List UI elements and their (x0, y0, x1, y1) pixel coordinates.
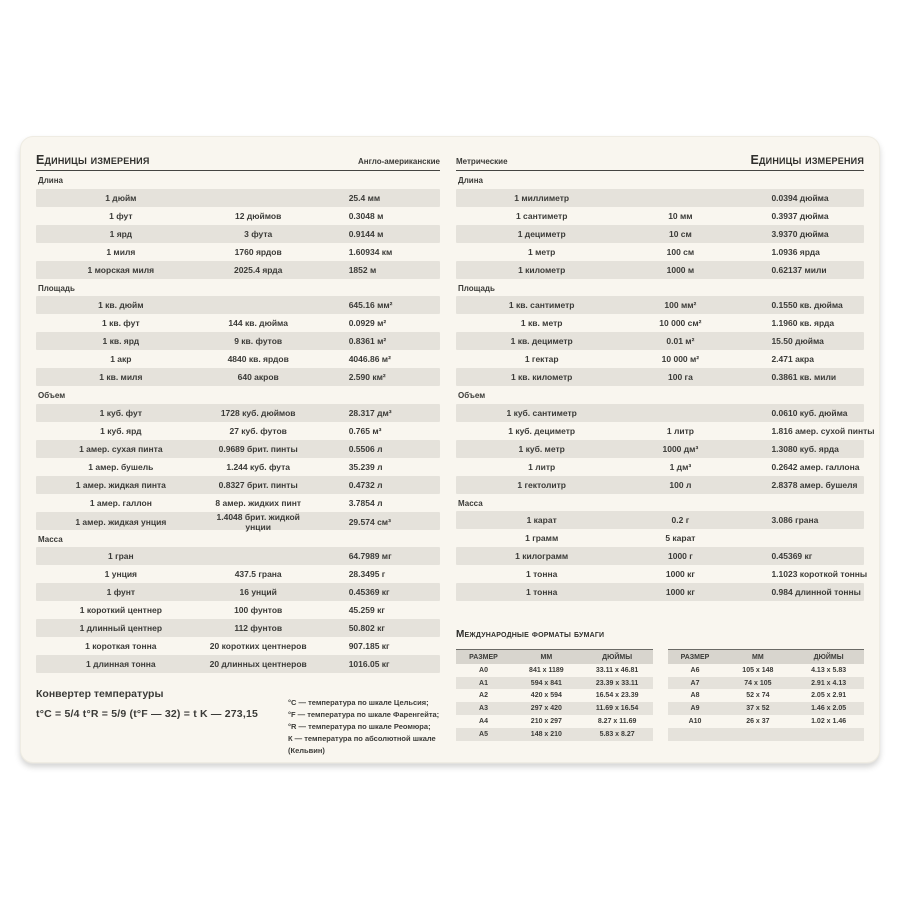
measure-row (456, 583, 864, 601)
paper-header-row (456, 650, 653, 664)
measure-row (36, 547, 440, 565)
size-cell: A5 (479, 730, 488, 738)
relation-cell: 8 амер. жидких пинт (215, 497, 301, 508)
unit-section (456, 391, 875, 494)
paper-size-row (668, 715, 865, 728)
value-cell: 25.4 мм (348, 192, 381, 203)
relation-cell: 1760 ярдов (234, 246, 282, 257)
unit-name-cell: 1 куб. метр (518, 443, 565, 454)
measure-row (36, 189, 440, 207)
inches-cell: 2.91 x 4.13 (811, 679, 847, 687)
unit-name-cell: 1 гран (107, 551, 134, 562)
unit-name-cell: 1 амер. жидкая унция (75, 516, 167, 527)
measure-row (36, 619, 440, 637)
measure-row (36, 332, 440, 350)
paper-size-row (456, 689, 653, 702)
value-cell: 0.0929 м² (348, 318, 387, 329)
relation-cell: 10 см (668, 228, 692, 239)
paper-table-a6-a10 (668, 649, 865, 740)
value-cell: 0.45369 кг (771, 551, 813, 562)
unit-name-cell: 1 грамм (525, 533, 559, 544)
value-cell: 1.1960 кв. ярда (771, 318, 835, 329)
unit-name-cell: 1 ярд (109, 228, 133, 239)
unit-name-cell: 1 кв. метр (520, 318, 563, 329)
anglo-american-label: Англо-американские (358, 157, 440, 166)
value-cell: 0.0610 куб. дюйма (771, 407, 848, 418)
planner-units-page (20, 136, 880, 763)
value-cell: 3.9370 дюйма (771, 228, 829, 239)
measure-row (456, 314, 864, 332)
value-cell: 28.3495 г (348, 569, 386, 580)
relation-cell: 4840 кв. ярдов (227, 354, 289, 365)
section-title: Объем (458, 391, 486, 401)
value-cell: 3.7854 л (348, 497, 383, 508)
right-column-header (456, 150, 864, 171)
size-cell: A1 (479, 679, 488, 687)
measure-row (36, 655, 440, 673)
mm-cell: 74 x 105 (744, 679, 772, 687)
unit-name-cell: 1 морская миля (87, 264, 155, 275)
unit-name-cell: 1 амер. жидкая пинта (75, 479, 166, 490)
temperature-notes (288, 697, 440, 757)
value-cell: 2.8378 амер. бушеля (771, 479, 858, 490)
relation-cell: 0.8327 брит. пинты (218, 479, 298, 490)
mm-cell: 297 x 420 (530, 705, 562, 713)
size-cell: A8 (690, 692, 700, 700)
unit-section (36, 284, 440, 387)
relation-cell: 100 см (666, 246, 695, 257)
unit-name-cell: 1 кв. дециметр (510, 336, 573, 347)
value-cell: 1.816 амер. сухой пинты (771, 425, 875, 436)
unit-section (36, 391, 440, 530)
unit-name-cell: 1 килограмм (515, 551, 569, 562)
unit-name-cell: 1 литр (528, 461, 556, 472)
temperature-note: °R — температура по шкале Реомюра; (288, 722, 431, 732)
value-cell: 2.471 акра (771, 354, 814, 365)
value-cell: 2.590 км² (348, 372, 386, 383)
measure-row (456, 261, 864, 279)
unit-section (456, 176, 864, 279)
measure-row (36, 637, 440, 655)
measure-row (456, 422, 875, 440)
anglo-american-tables (36, 171, 440, 673)
value-cell: 0.8361 м² (348, 336, 387, 347)
measure-row (456, 368, 864, 386)
unit-name-cell: 1 короткая тонна (85, 641, 157, 652)
inches-cell: 11.69 x 16.54 (595, 705, 639, 713)
size-cell: A7 (690, 679, 700, 687)
paper-table-a0-a5 (456, 649, 653, 740)
relation-cell: 1728 куб. дюймов (220, 407, 296, 418)
relation-cell: 100 мм² (664, 300, 697, 311)
measure-row (36, 583, 440, 601)
relation-cell: 1000 кг (665, 587, 695, 598)
value-cell: 35.239 л (348, 461, 383, 472)
measure-row (456, 547, 864, 565)
value-cell: 1852 м (348, 264, 377, 275)
value-cell: 45.259 кг (348, 605, 385, 616)
paper-size-row (668, 702, 865, 715)
unit-name-cell: 1 амер. галлон (89, 497, 152, 508)
relation-cell: 9 кв. футов (234, 336, 283, 347)
unit-name-cell: 1 кв. сантиметр (508, 300, 575, 311)
relation-cell: 3 фута (244, 228, 273, 239)
value-cell: 1.3080 куб. ярда (771, 443, 839, 454)
value-cell: 28.317 дм³ (348, 407, 392, 418)
relation-cell: 1000 кг (665, 569, 695, 580)
inches-cell: 8.27 x 11.69 (597, 717, 637, 725)
measure-row (36, 422, 440, 440)
unit-name-cell: 1 фунт (106, 587, 136, 598)
paper-size-row (456, 728, 653, 741)
value-cell: 3.086 грана (771, 515, 819, 526)
paper-size-row (668, 689, 865, 702)
measure-row (36, 261, 440, 279)
unit-name-cell: 1 дециметр (517, 228, 566, 239)
relation-cell: 1000 г (667, 551, 693, 562)
unit-section (36, 176, 440, 279)
unit-name-cell: 1 кв. километр (510, 372, 573, 383)
measure-row (456, 511, 864, 529)
mm-cell: 37 x 52 (746, 705, 770, 713)
inches-cell: 1.02 x 1.46 (811, 717, 847, 725)
relation-cell: 10 мм (668, 210, 693, 221)
value-cell: 4046.86 м² (348, 354, 391, 365)
value-cell: 0.4732 л (348, 479, 383, 490)
metric-label: Метрические (456, 157, 508, 166)
value-cell: 645.16 мм² (348, 300, 393, 311)
value-cell: 15.50 дюйма (771, 336, 824, 347)
value-cell: 29.574 см³ (348, 516, 391, 527)
section-title: Масса (458, 498, 483, 508)
size-header-cell: РАЗМЕР (680, 653, 710, 661)
mm-cell: 210 x 297 (530, 717, 562, 725)
temperature-note: К — температура по абсолютной шкале (Кельвин) (288, 734, 436, 756)
unit-name-cell: 1 куб. сантиметр (506, 407, 577, 418)
measure-row (36, 512, 440, 530)
section-title: Масса (38, 534, 63, 544)
unit-name-cell: 1 куб. дециметр (508, 425, 576, 436)
unit-name-cell: 1 гектолитр (517, 479, 566, 490)
relation-cell: 16 унций (239, 587, 277, 598)
unit-name-cell: 1 кв. ярд (102, 336, 140, 347)
measure-row (456, 440, 864, 458)
value-cell: 50.802 кг (348, 623, 385, 634)
inches-cell: 5.83 x 8.27 (599, 730, 635, 738)
measure-row (36, 225, 440, 243)
inches-cell: 1.46 x 2.05 (811, 705, 847, 713)
relation-cell: 144 кв. дюйма (228, 318, 288, 329)
measure-row (456, 225, 864, 243)
measure-row (456, 207, 864, 225)
inches-cell: 16.54 x 23.39 (595, 692, 639, 700)
value-cell: 0.5506 л (348, 443, 383, 454)
relation-cell: 0.01 м² (666, 336, 695, 347)
value-cell: 0.3937 дюйма (771, 210, 829, 221)
page-title-left: Единицы измерения (36, 152, 150, 167)
relation-cell: 1.244 куб. фута (226, 461, 290, 472)
relation-cell: 437.5 грана (234, 569, 282, 580)
inches-cell: 4.13 x 5.83 (811, 666, 847, 674)
size-cell: A6 (690, 666, 700, 674)
size-cell: A10 (688, 717, 702, 725)
temperature-title: Конвертер температуры (36, 688, 164, 701)
value-cell: 0.1550 кв. дюйма (771, 300, 843, 311)
unit-name-cell: 1 длинная тонна (86, 659, 156, 670)
relation-cell: 112 фунтов (234, 623, 283, 634)
mm-cell: 420 x 594 (530, 692, 562, 700)
value-cell: 0.984 длинной тонны (771, 587, 861, 598)
value-cell: 0.45369 кг (348, 587, 390, 598)
paper-formats-block (456, 629, 864, 740)
paper-size-row (456, 677, 653, 690)
unit-name-cell: 1 кв. миля (99, 372, 143, 383)
relation-cell: 27 куб. футов (229, 425, 287, 436)
value-cell: 0.0394 дюйма (771, 192, 829, 203)
measure-row (36, 601, 440, 619)
mm-cell: 594 x 841 (530, 679, 562, 687)
measure-row (456, 404, 864, 422)
unit-name-cell: 1 куб. фут (99, 407, 143, 418)
paper-size-row (668, 664, 865, 677)
unit-name-cell: 1 карат (526, 515, 557, 526)
inches-cell: 23.39 x 33.11 (595, 679, 639, 687)
unit-name-cell: 1 тонна (526, 587, 558, 598)
mm-cell: 52 x 74 (746, 692, 770, 700)
paper-formats-tables (456, 649, 864, 740)
temperature-converter-left (36, 688, 288, 757)
section-title: Длина (458, 176, 483, 185)
unit-section (36, 535, 440, 674)
measure-row (36, 243, 440, 261)
relation-cell: 10 000 м² (661, 354, 700, 365)
relation-cell: 20 коротких центнеров (209, 641, 307, 652)
unit-name-cell: 1 кв. фут (102, 318, 140, 329)
measure-row (456, 565, 868, 583)
relation-cell: 5 карат (665, 533, 696, 544)
measure-row (36, 494, 440, 512)
relation-cell: 100 л (669, 479, 692, 490)
value-cell: 0.62137 мили (771, 264, 827, 275)
unit-name-cell: 1 фут (109, 210, 133, 221)
value-cell: 907.185 кг (348, 641, 390, 652)
measure-row (456, 243, 864, 261)
temperature-note: °F — температура по шкале Фаренгейта; (288, 710, 440, 720)
paper-size-row (456, 715, 653, 728)
relation-cell: 100 га (667, 372, 693, 383)
measure-row (36, 440, 440, 458)
unit-name-cell: 1 кв. дюйм (98, 300, 144, 311)
unit-name-cell: 1 длинный центнер (79, 623, 163, 634)
unit-name-cell: 1 сантиметр (515, 210, 568, 221)
paper-size-row (668, 677, 865, 690)
relation-cell: 640 акров (237, 372, 279, 383)
paper-blank-row (668, 728, 865, 741)
measure-row (456, 350, 864, 368)
mm-header-cell: ММ (752, 653, 764, 661)
unit-name-cell: 1 куб. ярд (100, 425, 142, 436)
relation-cell: 0.2 г (671, 515, 690, 526)
value-cell: 1.0936 ярда (771, 246, 820, 257)
paper-size-row (456, 702, 653, 715)
value-cell: 0.9144 м (348, 228, 384, 239)
value-cell: 1.1023 короткой тонны (771, 569, 868, 580)
measure-row (36, 368, 440, 386)
size-cell: A2 (479, 692, 488, 700)
section-title: Объем (38, 391, 66, 401)
relation-cell: 12 дюймов (235, 210, 282, 221)
temperature-formula: t°C = 5/4 t°R = 5/9 (t°F — 32) = t K — 273,15 (36, 708, 259, 721)
measure-row (456, 458, 864, 476)
value-cell: 0.2642 амер. галлона (771, 461, 860, 472)
relation-cell: 100 фунтов (234, 605, 283, 616)
measure-row (36, 565, 440, 583)
unit-section (456, 284, 864, 387)
page-title-right: Единицы измерения (750, 152, 864, 167)
relation-cell: 1 литр (666, 425, 694, 436)
temperature-note: °C — температура по шкале Цельсия; (288, 698, 429, 708)
relation-cell: 20 длинных центнеров (209, 659, 307, 670)
relation-cell: 0.9689 брит. пинты (218, 443, 298, 454)
section-title: Площадь (38, 283, 75, 293)
paper-size-row (456, 664, 653, 677)
size-cell: A3 (479, 705, 488, 713)
temperature-converter (36, 688, 440, 757)
value-cell: 0.3861 кв. мили (771, 372, 837, 383)
unit-name-cell: 1 амер. бушель (88, 461, 154, 472)
size-header-cell: РАЗМЕР (469, 653, 498, 661)
value-cell: 0.3048 м (348, 210, 384, 221)
value-cell: 64.7989 мг (348, 551, 392, 562)
paper-formats-title: Международные форматы бумаги (456, 629, 605, 641)
mm-cell: 841 x 1189 (529, 666, 564, 674)
measure-row (456, 296, 864, 314)
mm-cell: 148 x 210 (530, 730, 562, 738)
relation-cell: 1 дм³ (669, 461, 692, 472)
metric-column (456, 150, 875, 762)
mm-header-cell: ММ (540, 653, 553, 661)
unit-name-cell: 1 миля (106, 246, 136, 257)
measure-row (36, 296, 440, 314)
size-cell: A4 (479, 717, 488, 725)
paper-header-row (668, 650, 865, 664)
measure-row (36, 404, 440, 422)
measure-row (36, 350, 440, 368)
unit-name-cell: 1 тонна (526, 569, 558, 580)
value-cell: 1016.05 кг (348, 659, 390, 670)
section-title: Площадь (458, 283, 495, 293)
unit-name-cell: 1 дюйм (105, 192, 137, 203)
mm-cell: 105 x 148 (742, 666, 774, 674)
relation-cell: 1000 дм³ (662, 443, 699, 454)
measure-row (36, 207, 440, 225)
value-cell: 1.60934 км (348, 246, 393, 257)
size-cell: A9 (690, 705, 700, 713)
measure-row (36, 458, 440, 476)
measure-row (456, 529, 864, 547)
unit-name-cell: 1 миллиметр (514, 192, 570, 203)
unit-name-cell: 1 метр (528, 246, 556, 257)
anglo-american-column (36, 150, 440, 762)
inches-header-cell: ДЮЙМЫ (602, 653, 633, 661)
measure-row (456, 476, 864, 494)
unit-name-cell: 1 короткий центнер (79, 605, 162, 616)
relation-cell: 2025.4 ярда (233, 264, 283, 275)
relation-cell: 1000 м (666, 264, 695, 275)
relation-cell: 1.4048 брит. жидкой унции (216, 511, 300, 532)
measure-row (36, 314, 440, 332)
left-column-header (36, 150, 440, 171)
unit-name-cell: 1 амер. сухая пинта (79, 443, 163, 454)
measure-row (36, 476, 440, 494)
unit-name-cell: 1 километр (518, 264, 566, 275)
unit-name-cell: 1 акр (110, 354, 132, 365)
value-cell: 0.765 м³ (348, 425, 382, 436)
unit-section (456, 498, 868, 602)
measure-row (456, 189, 864, 207)
inches-cell: 33.11 x 46.81 (595, 666, 639, 674)
relation-cell: 10 000 см² (659, 318, 702, 329)
unit-name-cell: 1 гектар (524, 354, 559, 365)
section-title: Длина (38, 176, 63, 185)
mm-cell: 26 x 37 (746, 717, 770, 725)
unit-name-cell: 1 унция (104, 569, 138, 580)
measure-row (456, 332, 864, 350)
metric-tables (456, 171, 875, 601)
inches-cell: 2.05 x 2.91 (811, 692, 847, 700)
size-cell: A0 (479, 666, 488, 674)
inches-header-cell: ДЮЙМЫ (813, 653, 844, 661)
